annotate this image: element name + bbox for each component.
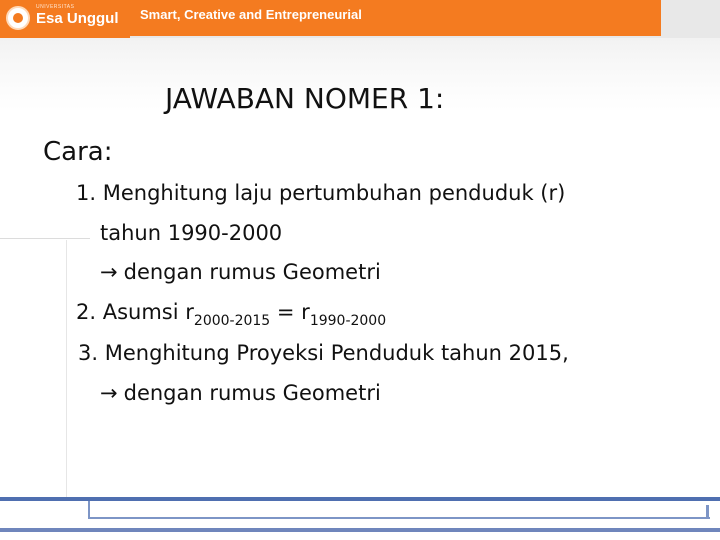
method-label: Cara: xyxy=(43,137,113,167)
subscript-period: 2000-2015 xyxy=(193,313,271,329)
step-3 xyxy=(78,341,569,365)
tagline-banner xyxy=(130,0,661,36)
step-3-method xyxy=(100,381,381,405)
method-text: dengan rumus Geometri xyxy=(123,381,381,405)
logo-emblem-icon xyxy=(6,6,30,30)
equals-text: = r xyxy=(270,300,310,324)
step-text: Menghitung Proyeksi Penduduk tahun 2015, xyxy=(104,341,569,365)
step-number: 1. xyxy=(76,181,97,205)
logo-subtitle: UNIVERSITAS xyxy=(36,4,75,10)
method-text: dengan rumus Geometri xyxy=(123,260,381,284)
footer-bar xyxy=(0,528,720,532)
university-logo xyxy=(0,0,130,38)
subscript-period: 1990-2000 xyxy=(309,313,387,329)
tagline-text: Smart, Creative and Entrepreneurial xyxy=(140,7,362,22)
right-arrow-icon: → xyxy=(100,381,118,405)
footer-frame xyxy=(88,501,710,519)
step-text: Menghitung laju pertumbuhan penduduk (r) xyxy=(102,181,566,205)
step-text: Asumsi r xyxy=(102,300,194,324)
right-arrow-icon: → xyxy=(100,260,118,284)
step-number: 2. xyxy=(76,300,97,324)
footer-accent xyxy=(706,505,709,519)
step-2 xyxy=(76,300,386,329)
step-number: 3. xyxy=(78,341,99,365)
logo-name: Esa Unggul xyxy=(36,10,119,27)
step-1-method xyxy=(100,260,381,284)
step-1-continuation: tahun 1990-2000 xyxy=(100,221,283,245)
decorative-divider xyxy=(0,238,90,239)
slide-title: JAWABAN NOMER 1: xyxy=(165,82,445,115)
decorative-divider xyxy=(66,240,67,500)
step-1 xyxy=(76,181,565,205)
